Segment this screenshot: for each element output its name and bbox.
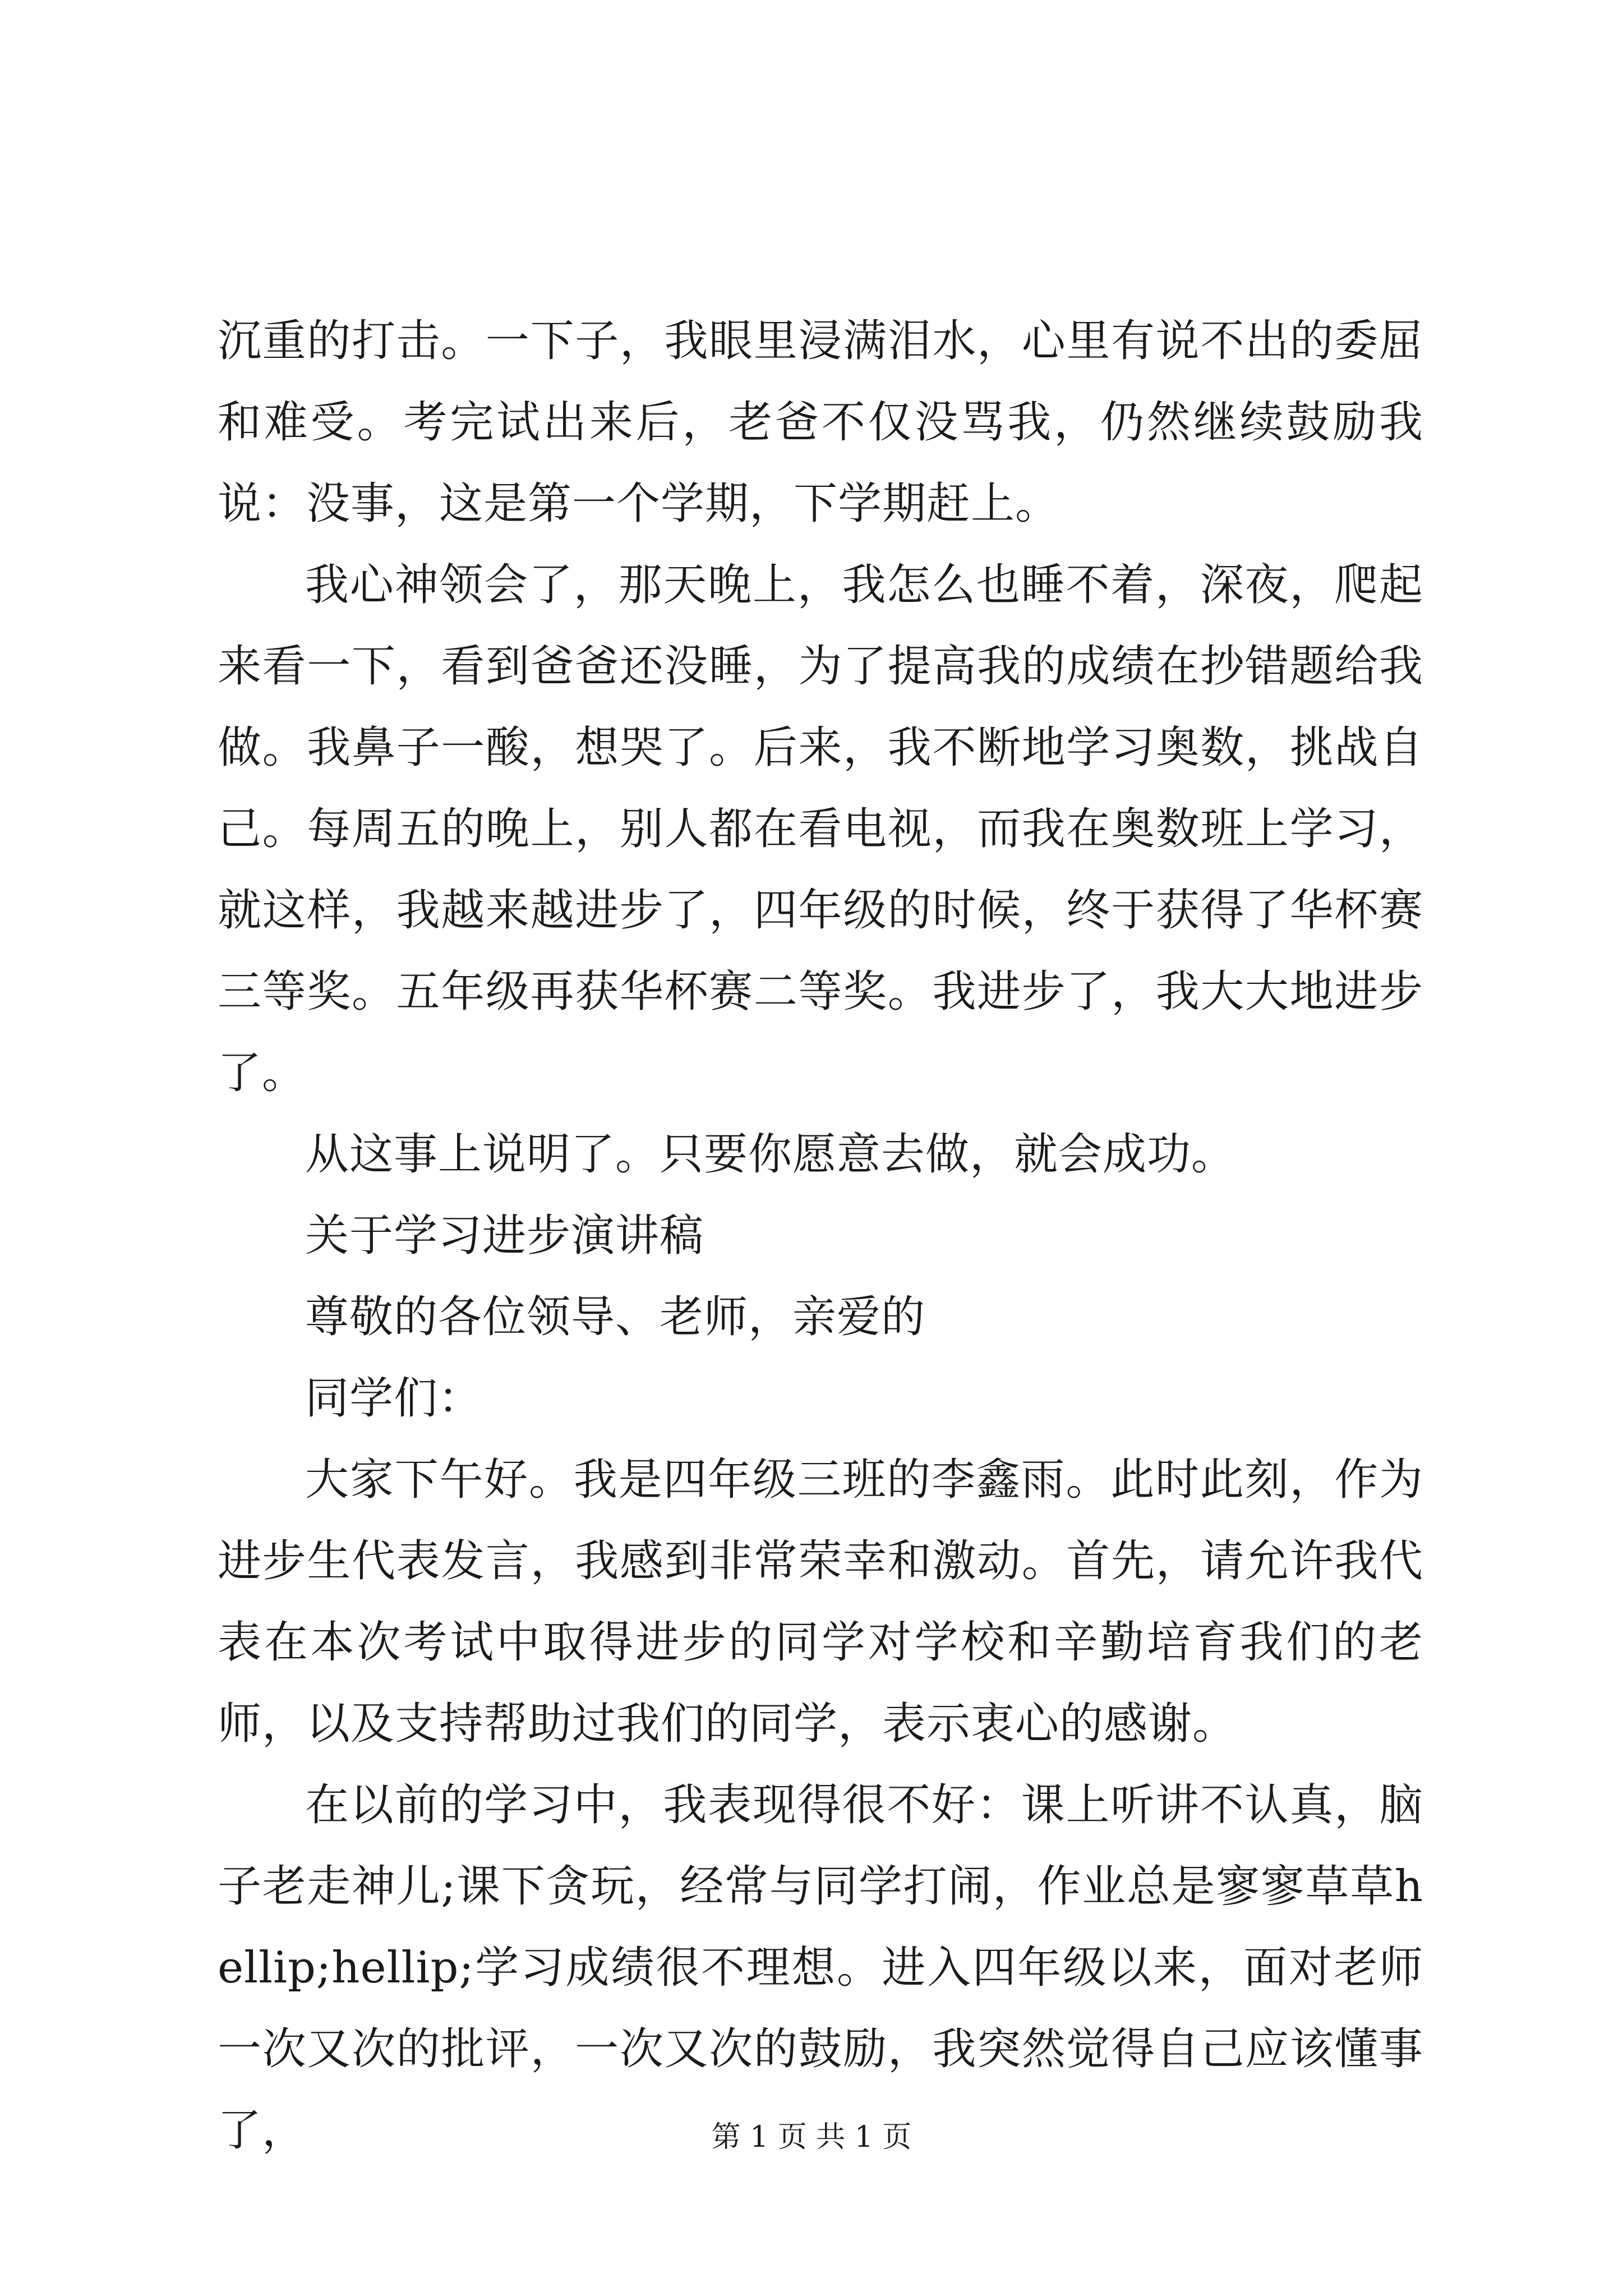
salutation-line: 尊敬的各位领导、老师，亲爱的 [305,1292,926,1342]
paragraph-conclusion: 从这事上说明了。只要你愿意去做，就会成功。 [305,1129,1236,1180]
paragraph-continued: 沉重的打击。一下子，我眼里浸满泪水，心里有说不出的委屈和难受。考完试出来后，老爸不仅没骂我，仍然继续鼓励我说：没事，这是第一个学期，下学期赶上。 [218,316,1423,529]
paragraph: 我心神领会了，那天晚上，我怎么也睡不着，深夜，爬起来看一下，看到爸爸还没睡，为了提高我的成绩在抄错题给我做。我鼻子一酸，想哭了。后来，我不断地学习奥数，挑战自己。每周五的晚上，别人都在看电视，而我在奥数班上学习，就这样，我越来越进步了，四年级的时候，终于获得了华杯赛三等奖。五年级再获华杯赛二等奖。我进步了，我大大地进步了。 [218,560,1423,1098]
document-body [218,301,1423,2171]
paragraph: 在以前的学习中，我表现得很不好：课上听讲不认真，脑子老走神儿;课下贪玩，经常与同学打闹，作业总是寥寥草草hellip;hellip;学习成绩很不理想。进入四年级以来，面对老师一次又次的批评，一次又次的鼓励，我突然觉得自己应该懂事了， [218,1780,1423,2156]
paragraph: 大家下午好。我是四年级三班的李鑫雨。此时此刻，作为进步生代表发言，我感到非常荣幸和激动。首先，请允许我代表在本次考试中取得进步的同学对学校和辛勤培育我们的老师，以及支持帮助过我们的同学，表示衷心的感谢。 [218,1455,1423,1749]
page-footer: 第 1 页 共 1 页 [711,2120,912,2154]
salutation-line: 同学们： [305,1373,483,1424]
section-title: 关于学习进步演讲稿 [305,1211,704,1261]
